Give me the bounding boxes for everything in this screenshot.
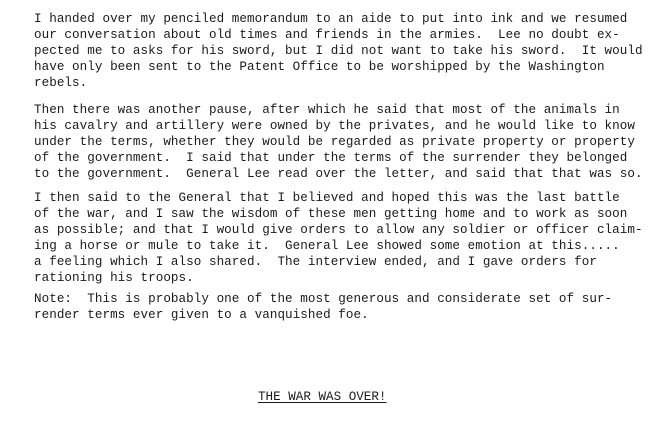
paragraph-note	[34, 291, 612, 323]
paragraph-animals	[34, 102, 643, 182]
text-line: as possible; and that I would give orders to allow any soldier or officer claim-	[34, 223, 643, 237]
text-line: to the government. General Lee read over the letter, and said that that was so.	[34, 167, 643, 181]
closing-heading: THE WAR WAS OVER!	[258, 390, 387, 404]
text-line: rebels.	[34, 76, 88, 90]
text-line: render terms ever given to a vanquished foe.	[34, 308, 369, 322]
text-line: of the war, and I saw the wisdom of these men getting home and to work as soon	[34, 207, 628, 221]
text-line: our conversation about old times and friends in the armies. Lee no doubt ex-	[34, 28, 620, 42]
text-line: ing a horse or mule to take it. General Lee showed some emotion at this.....	[34, 239, 620, 253]
text-line: a feeling which I also shared. The interview ended, and I gave orders for	[34, 255, 597, 269]
paragraph-sword	[34, 11, 643, 91]
text-line: his cavalry and artillery were owned by the privates, and he would like to know	[34, 119, 635, 133]
text-line: have only been sent to the Patent Office to be worshipped by the Washington	[34, 60, 605, 74]
paragraph-last-battle	[34, 190, 643, 286]
text-line: under the terms, whether they would be regarded as private property or property	[34, 135, 635, 149]
text-line: I handed over my penciled memorandum to an aide to put into ink and we resumed	[34, 12, 628, 26]
text-line: rationing his troops.	[34, 271, 194, 285]
text-line: Then there was another pause, after which he said that most of the animals in	[34, 103, 620, 117]
text-line: Note: This is probably one of the most generous and considerate set of sur-	[34, 292, 613, 306]
text-line: of the government. I said that under the terms of the surrender they belonged	[34, 151, 628, 165]
text-line: pected me to asks for his sword, but I did not want to take his sword. It would	[34, 44, 643, 58]
text-line: I then said to the General that I believed and hoped this was the last battle	[34, 191, 620, 205]
